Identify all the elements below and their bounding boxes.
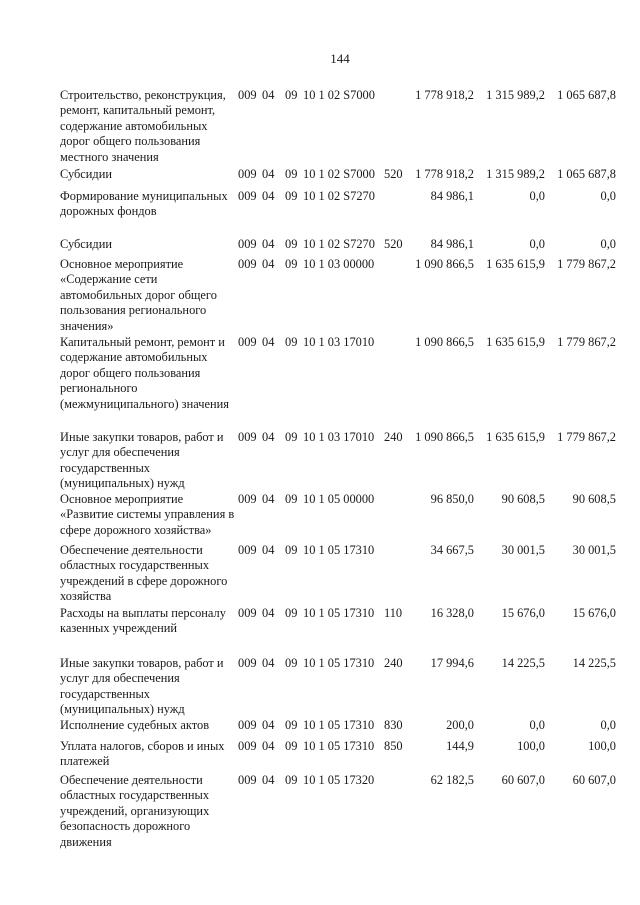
target-article: 10 1 03 17010 [303, 430, 375, 444]
section-code: 04 [262, 189, 275, 203]
section-code: 04 [262, 430, 275, 444]
row-name: Субсидии [60, 167, 112, 181]
amount-year-3: 1 065 687,8 [557, 167, 616, 181]
amount-year-2: 1 635 615,9 [486, 430, 545, 444]
amount-year-3: 90 608,5 [572, 492, 616, 506]
amount-year-2: 0,0 [529, 189, 545, 203]
row-name: Обеспечение деятельности областных государственных учреждений, организующих безопасность дорожного движения [60, 773, 210, 849]
section-code: 04 [262, 543, 275, 557]
row-name: Расходы на выплаты персоналу казенных учреждений [60, 606, 226, 636]
subsection-code: 09 [285, 88, 298, 102]
admin-code: 009 [238, 543, 257, 557]
row-name: Иные закупки товаров, работ и услуг для обеспечения государственных (муниципальных) нужд [60, 656, 224, 717]
expense-type: 240 [384, 656, 403, 670]
amount-year-2: 90 608,5 [501, 492, 545, 506]
amount-year-3: 1 065 687,8 [557, 88, 616, 102]
admin-code: 009 [238, 773, 257, 787]
section-code: 04 [262, 88, 275, 102]
amount-year-2: 1 635 615,9 [486, 257, 545, 271]
amount-year-3: 1 779 867,2 [557, 335, 616, 349]
row-name: Формирование муниципальных дорожных фондов [60, 189, 228, 219]
admin-code: 009 [238, 88, 257, 102]
amount-year-3: 60 607,0 [572, 773, 616, 787]
target-article: 10 1 02 S7000 [303, 88, 375, 102]
subsection-code: 09 [285, 492, 298, 506]
subsection-code: 09 [285, 335, 298, 349]
target-article: 10 1 02 S7270 [303, 237, 375, 251]
admin-code: 009 [238, 606, 257, 620]
section-code: 04 [262, 167, 275, 181]
amount-year-2: 100,0 [517, 739, 545, 753]
subsection-code: 09 [285, 739, 298, 753]
amount-year-2: 0,0 [529, 237, 545, 251]
subsection-code: 09 [285, 189, 298, 203]
section-code: 04 [262, 492, 275, 506]
section-code: 04 [262, 237, 275, 251]
subsection-code: 09 [285, 237, 298, 251]
section-code: 04 [262, 257, 275, 271]
row-name: Иные закупки товаров, работ и услуг для обеспечения государственных (муниципальных) нужд [60, 430, 224, 491]
subsection-code: 09 [285, 606, 298, 620]
amount-year-1: 34 667,5 [430, 543, 474, 557]
target-article: 10 1 05 17310 [303, 739, 375, 753]
target-article: 10 1 05 00000 [303, 492, 375, 506]
admin-code: 009 [238, 335, 257, 349]
section-code: 04 [262, 739, 275, 753]
section-code: 04 [262, 656, 275, 670]
admin-code: 009 [238, 739, 257, 753]
amount-year-1: 1 778 918,2 [415, 88, 474, 102]
amount-year-1: 1 090 866,5 [415, 430, 474, 444]
admin-code: 009 [238, 237, 257, 251]
row-name: Исполнение судебных актов [60, 718, 210, 732]
amount-year-3: 30 001,5 [572, 543, 616, 557]
admin-code: 009 [238, 189, 257, 203]
target-article: 10 1 02 S7000 [303, 167, 375, 181]
section-code: 04 [262, 773, 275, 787]
section-code: 04 [262, 718, 275, 732]
target-article: 10 1 05 17310 [303, 656, 375, 670]
row-name: Основное мероприятие «Содержание сети автомобильных дорог общего пользования регионального значения» [60, 257, 217, 333]
amount-year-1: 144,9 [446, 739, 474, 753]
expense-type: 240 [384, 430, 403, 444]
target-article: 10 1 05 17310 [303, 718, 375, 732]
admin-code: 009 [238, 167, 257, 181]
amount-year-2: 1 315 989,2 [486, 88, 545, 102]
amount-year-2: 1 635 615,9 [486, 335, 545, 349]
amount-year-2: 1 315 989,2 [486, 167, 545, 181]
subsection-code: 09 [285, 167, 298, 181]
expense-type: 520 [384, 167, 403, 181]
target-article: 10 1 03 17010 [303, 335, 375, 349]
amount-year-3: 15 676,0 [572, 606, 616, 620]
amount-year-1: 16 328,0 [430, 606, 474, 620]
subsection-code: 09 [285, 543, 298, 557]
section-code: 04 [262, 335, 275, 349]
admin-code: 009 [238, 257, 257, 271]
amount-year-2: 30 001,5 [501, 543, 545, 557]
row-name: Строительство, реконструкция, ремонт, капитальный ремонт, содержание автомобильных дорог общего пользования местного значения [60, 88, 226, 164]
expense-type: 830 [384, 718, 403, 732]
target-article: 10 1 05 17320 [303, 773, 375, 787]
subsection-code: 09 [285, 257, 298, 271]
admin-code: 009 [238, 718, 257, 732]
amount-year-3: 1 779 867,2 [557, 257, 616, 271]
amount-year-1: 84 986,1 [430, 189, 474, 203]
expense-type: 520 [384, 237, 403, 251]
row-name: Капитальный ремонт, ремонт и содержание автомобильных дорог общего пользования регионального (межмуниципального) значения [60, 335, 229, 411]
amount-year-1: 1 090 866,5 [415, 335, 474, 349]
subsection-code: 09 [285, 656, 298, 670]
amount-year-2: 15 676,0 [501, 606, 545, 620]
amount-year-1: 62 182,5 [430, 773, 474, 787]
page-number: 144 [330, 51, 350, 66]
row-name: Основное мероприятие «Развитие системы управления в сфере дорожного хозяйства» [60, 492, 235, 537]
subsection-code: 09 [285, 430, 298, 444]
amount-year-1: 84 986,1 [430, 237, 474, 251]
amount-year-1: 1 778 918,2 [415, 167, 474, 181]
admin-code: 009 [238, 656, 257, 670]
subsection-code: 09 [285, 773, 298, 787]
row-name: Субсидии [60, 237, 112, 251]
amount-year-2: 0,0 [529, 718, 545, 732]
amount-year-3: 0,0 [600, 718, 616, 732]
target-article: 10 1 05 17310 [303, 606, 375, 620]
target-article: 10 1 03 00000 [303, 257, 375, 271]
amount-year-1: 96 850,0 [430, 492, 474, 506]
amount-year-1: 17 994,6 [430, 656, 474, 670]
section-code: 04 [262, 606, 275, 620]
target-article: 10 1 05 17310 [303, 543, 375, 557]
amount-year-3: 14 225,5 [572, 656, 616, 670]
expense-type: 850 [384, 739, 403, 753]
amount-year-3: 1 779 867,2 [557, 430, 616, 444]
amount-year-2: 60 607,0 [501, 773, 545, 787]
amount-year-3: 0,0 [600, 189, 616, 203]
expense-type: 110 [384, 606, 403, 620]
amount-year-3: 100,0 [588, 739, 616, 753]
admin-code: 009 [238, 430, 257, 444]
row-name: Уплата налогов, сборов и иных платежей [60, 739, 225, 769]
amount-year-1: 1 090 866,5 [415, 257, 474, 271]
amount-year-1: 200,0 [446, 718, 474, 732]
amount-year-2: 14 225,5 [501, 656, 545, 670]
admin-code: 009 [238, 492, 257, 506]
row-name: Обеспечение деятельности областных государственных учреждений в сфере дорожного хозяйства [60, 543, 228, 604]
subsection-code: 09 [285, 718, 298, 732]
amount-year-3: 0,0 [600, 237, 616, 251]
target-article: 10 1 02 S7270 [303, 189, 375, 203]
